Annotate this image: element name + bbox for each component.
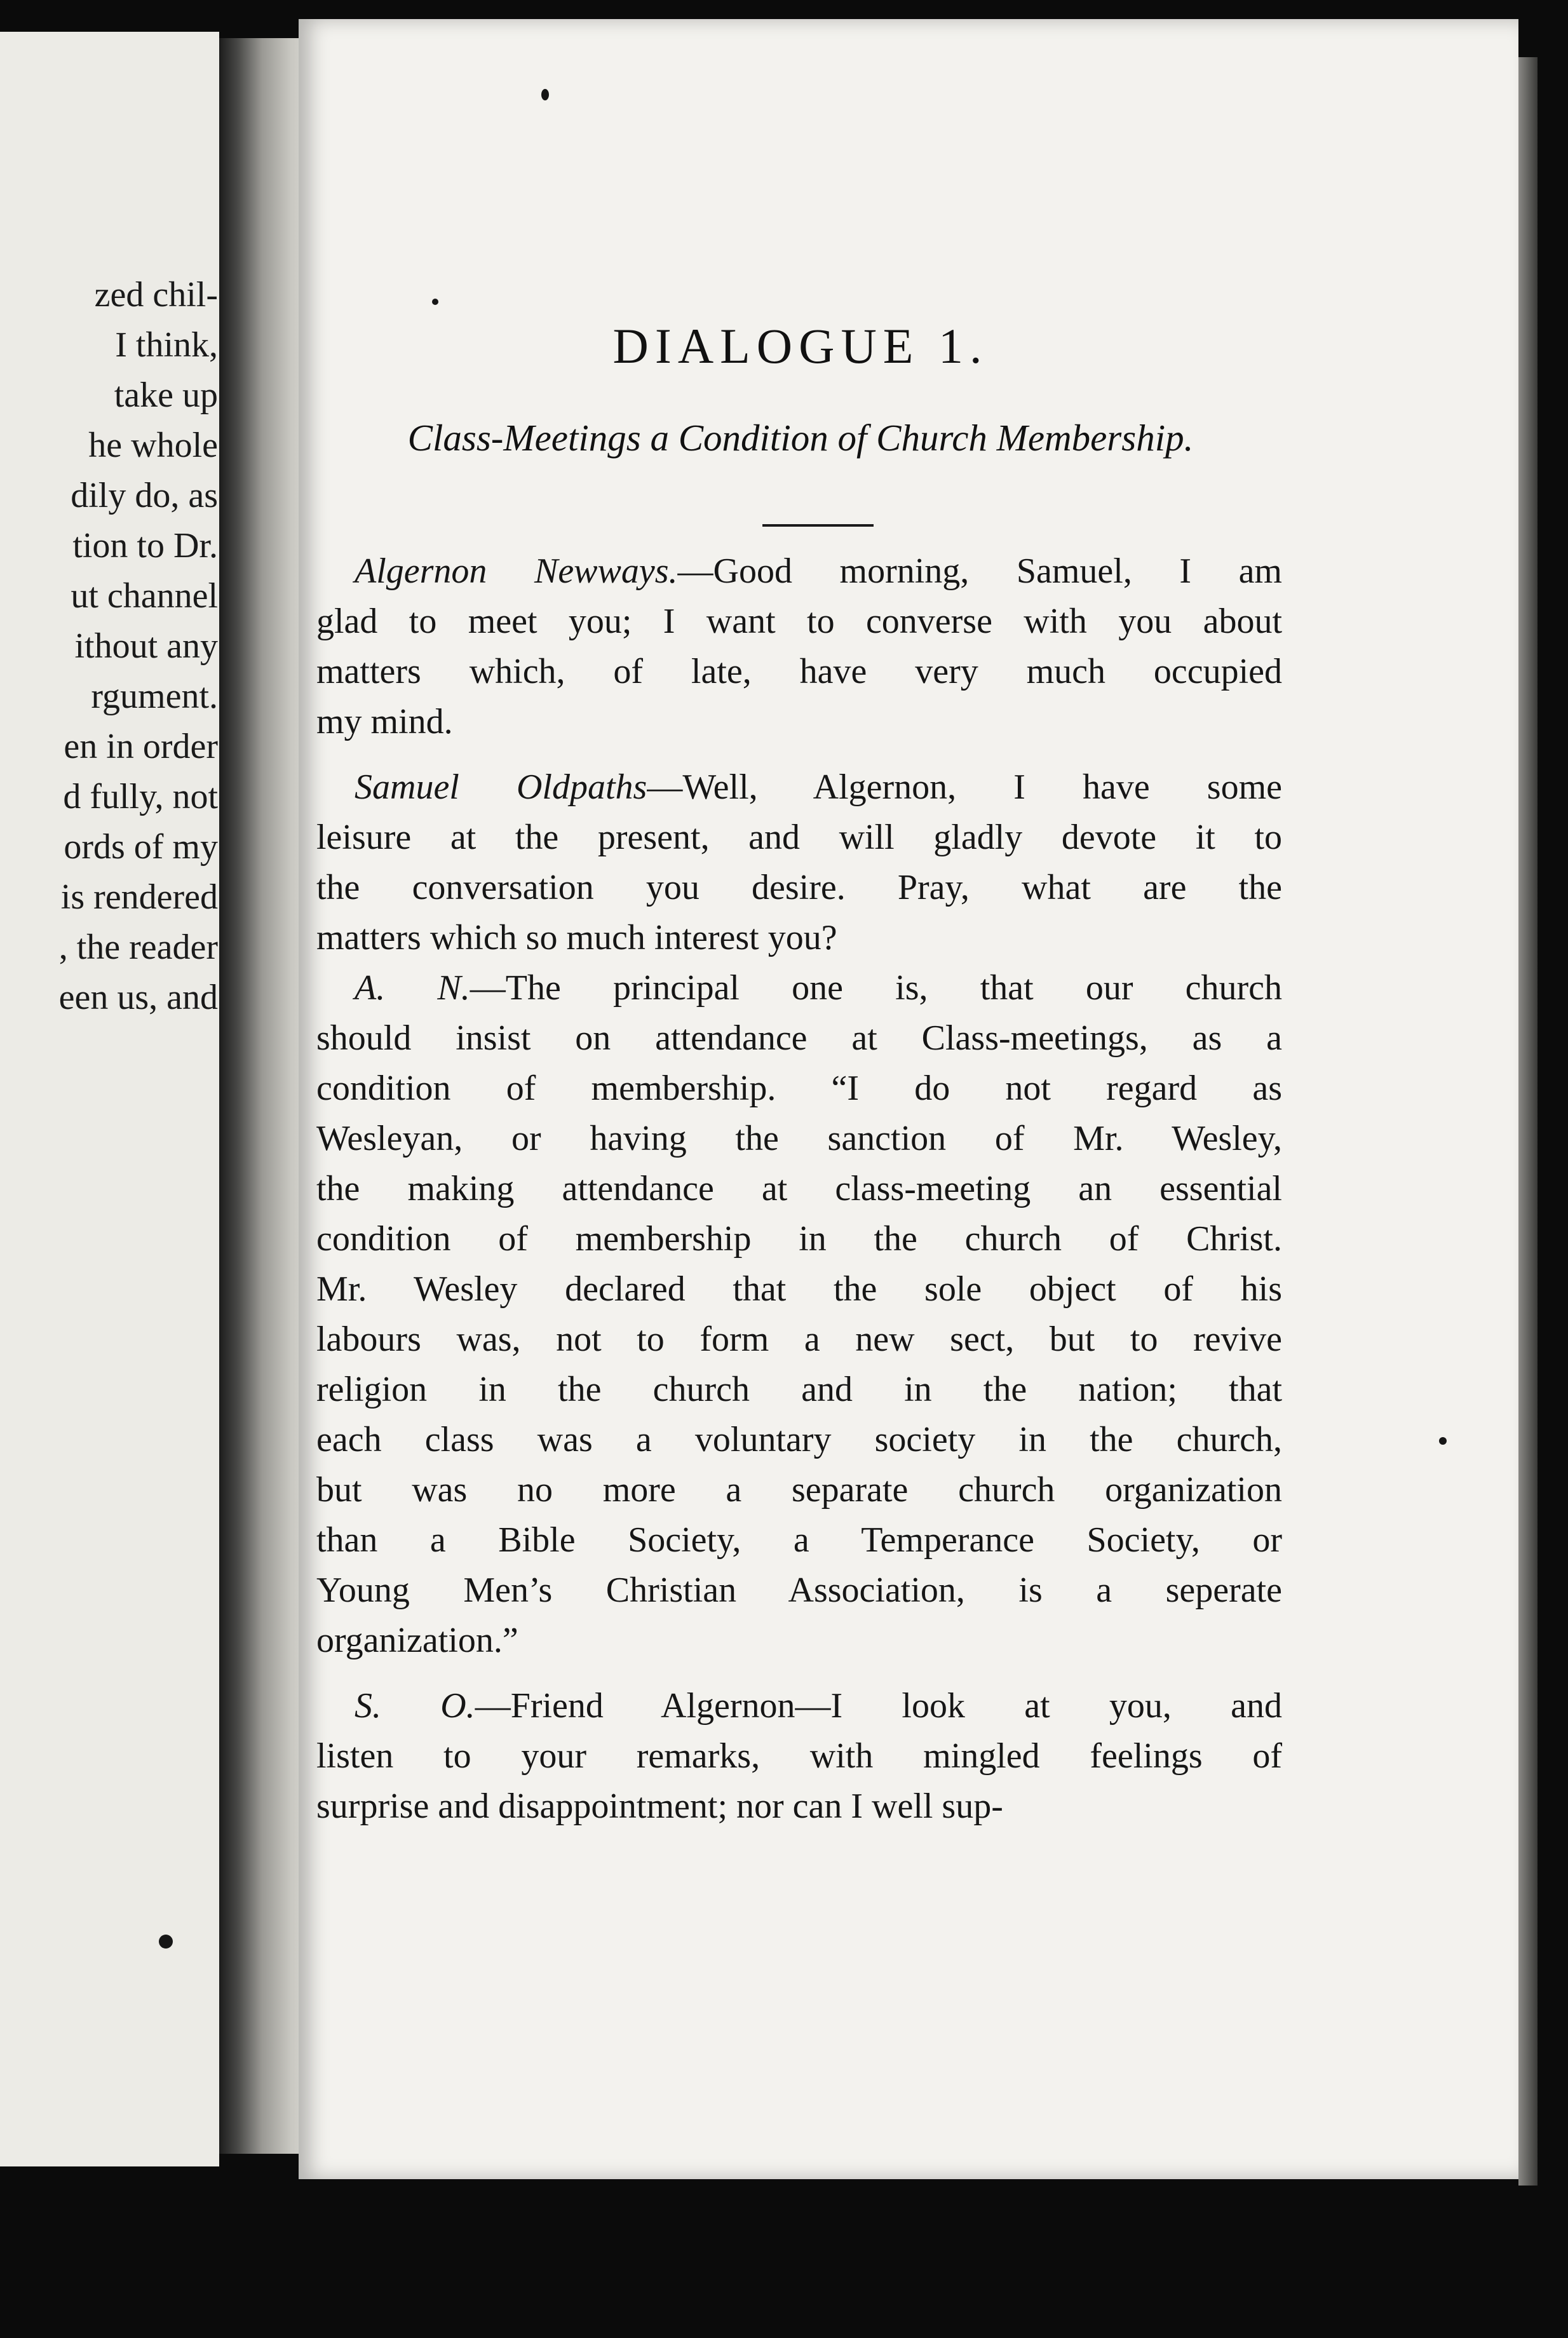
text-line: Young Men’s Christian Association, is a seperate [316,1571,1282,1610]
text-line: surprise and disappointment; nor can I well sup- [316,1787,1003,1826]
text-line [316,963,1282,1013]
scan-speck [432,299,438,305]
speech-text: —Well, Algernon, I have some [647,767,1282,807]
text-line: matters which, of late, have very much occupied [316,652,1282,691]
text-line: should insist on attendance at Class-meetings, as a [316,1018,1282,1058]
left-page-line: rgument. [91,677,218,716]
text-line: organization.” [316,1621,518,1660]
left-page-line: take up [114,375,218,415]
text-line: religion in the church and in the nation; that [316,1370,1282,1409]
text-line: but was no more a separate church organization [316,1470,1282,1510]
scan-speck [1439,1437,1447,1445]
left-page-text [0,270,219,1023]
text-line: leisure at the present, and will gladly devote it to [316,818,1282,857]
text-line: condition of membership in the church of Christ. [316,1219,1282,1259]
dialogue-body [316,546,1282,1832]
text-line: each class was a voluntary society in the church, [316,1420,1282,1459]
speech-text: —The principal one is, that our church [470,968,1282,1008]
left-page-line: tion to Dr. [72,526,218,565]
speech-text: —Good morning, Samuel, I am [677,551,1282,591]
left-page-line: en in order [64,727,218,766]
left-page-line: I think, [115,325,218,365]
text-line [316,546,1282,597]
left-page-line: ithout any [74,626,218,666]
left-page-line: he whole [88,426,218,465]
page-title: DIALOGUE 1. [612,318,989,374]
text-line: the making attendance at class-meeting an essential [316,1169,1282,1208]
scan-speck [541,89,549,100]
text-line: labours was, not to form a new sect, but to revive [316,1320,1282,1359]
left-page-line: een us, and [58,978,218,1017]
text-line: Wesleyan, or having the sanction of Mr. Wesley, [316,1119,1282,1158]
text-line: the conversation you desire. Pray, what are the [316,868,1282,907]
text-line: than a Bible Society, a Temperance Society, or [316,1520,1282,1560]
speaker-name: A. N. [355,968,470,1008]
speech-text: —Friend Algernon—I look at you, and [475,1686,1282,1726]
left-page-line: is rendered [60,877,218,917]
text-line: matters which so much interest you? [316,918,837,957]
text-line: listen to your remarks, with mingled feelings of [316,1736,1282,1776]
left-facing-page [0,32,219,2166]
title-rule [762,524,874,527]
left-page-line: , the reader [58,928,218,967]
page-edge [1518,57,1538,2186]
paragraph-gap [316,1666,1282,1681]
speaker-name: Samuel Oldpaths [355,767,647,807]
speaker-name: Algernon Newways. [355,551,678,591]
left-page-line: dily do, as [71,476,218,515]
left-page-line: zed chil- [94,275,218,314]
speaker-name: S. O. [355,1686,475,1726]
paragraph-gap [316,747,1282,762]
page-subtitle: Class-Meetings a Condition of Church Membership. [407,417,1194,459]
left-page-line: ords of my [64,827,218,867]
text-line [316,762,1282,813]
text-line: condition of membership. “I do not regard as [316,1069,1282,1108]
left-page-line: ut channel [71,576,218,616]
text-line [316,1681,1282,1731]
scan-speck [159,1935,173,1949]
main-page [299,19,1518,2179]
text-line: glad to meet you; I want to converse with you about [316,602,1282,641]
text-line: Mr. Wesley declared that the sole object of his [316,1269,1282,1309]
text-line: my mind. [316,702,453,741]
left-page-line: d fully, not [63,777,218,816]
